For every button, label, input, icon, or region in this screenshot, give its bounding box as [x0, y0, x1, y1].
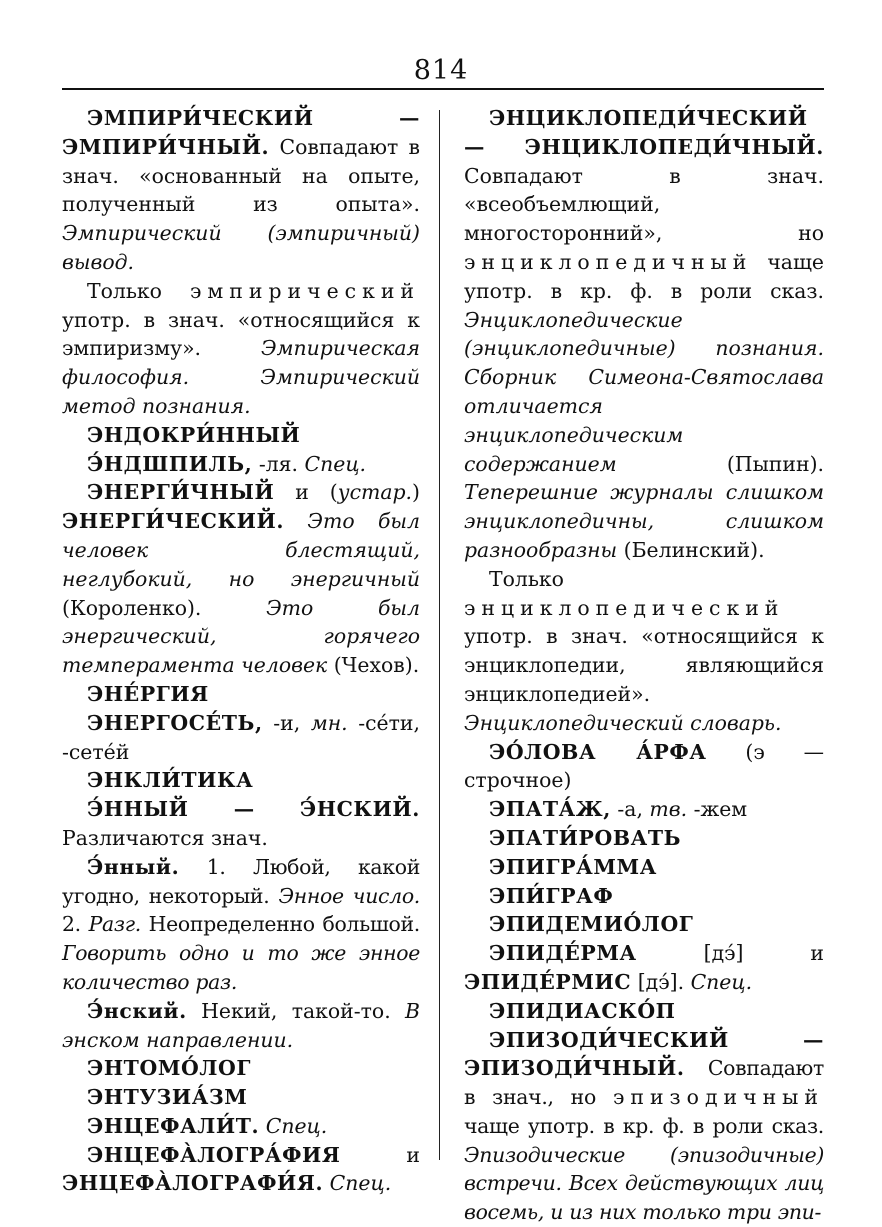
entry-entsiklopedicheskiy-usage: [464, 565, 824, 738]
entry-entsiklopedicheskiy: [464, 104, 824, 565]
headword: ЭНЦИКЛОПЕДИ́ЧЕСКИЙ — ЭНЦИКЛОПЕДИ́ЧНЫЙ.: [464, 106, 824, 159]
entry-empiricheskiy-usage: [62, 277, 420, 421]
definition-text: 2.: [62, 912, 89, 936]
entry-energoset: [62, 709, 420, 767]
headword: ЭНЕРГОСЕ́ТЬ,: [87, 711, 263, 735]
grammar-text: -жем: [687, 797, 747, 821]
headword: ЭНЕРГИ́ЧЕСКИЙ.: [62, 509, 284, 533]
label-text: Спец.: [691, 970, 753, 994]
entry-endokrinnyy: [62, 421, 420, 450]
headword: ЭПИЗОДИ́ЧЕСКИЙ — ЭПИЗОДИ́ЧНЫЙ.: [464, 1028, 824, 1081]
grammar-text: -и,: [263, 711, 311, 735]
entry-enskiy: [62, 997, 420, 1055]
label-text: Спец.: [323, 1171, 391, 1195]
entry-energichnyy: [62, 478, 420, 680]
definition-text: и (: [274, 480, 337, 504]
entry-epizodicheskiy: [464, 1026, 824, 1227]
headword: ЭНКЛИ́ТИКА: [87, 768, 253, 792]
headword: ЭНЦЕФА̀ЛОГРА́ФИЯ: [87, 1143, 341, 1167]
definition-text: Только: [489, 567, 564, 591]
grammar-text: -а,: [611, 797, 650, 821]
headword: ЭПИДЕ́РМА: [489, 941, 637, 965]
definition-text: 1. Любой, какой угодно, некоторый.: [62, 855, 420, 908]
spaced-word: эмпирический: [190, 279, 420, 303]
headword: ЭНТОМО́ЛОГ: [87, 1056, 251, 1080]
definition-text: Совпадают в знач., но: [464, 1056, 824, 1109]
entry-ennyy-enskiy: [62, 795, 420, 853]
entry-empiricheskiy: [62, 104, 420, 277]
entry-epidiaskop: [464, 997, 824, 1026]
example-text: Энциклопедический словарь.: [464, 711, 782, 735]
right-column: [464, 104, 824, 1227]
headword: ЭМПИРИ́ЧЕСКИЙ — ЭМПИРИ́ЧНЫЙ.: [62, 106, 420, 159]
headword: ЭПИДИАСКО́П: [489, 999, 676, 1023]
entry-epatazh: [464, 795, 824, 824]
definition-text: [дэ́] и: [637, 941, 824, 965]
example-text: Эмпирический (эмпиричный) вывод.: [62, 221, 420, 274]
headword: ЭНДОКРИ́ННЫЙ: [87, 423, 300, 447]
definition-text: [дэ́].: [631, 970, 690, 994]
example-text: Эмпирическая философия. Эмпирический метод познания.: [62, 336, 420, 418]
entry-epatirovat: [464, 824, 824, 853]
headword: ЭПАТА́Ж,: [489, 797, 611, 821]
entry-epigraf: [464, 882, 824, 911]
definition-text: (э — строчное): [464, 740, 824, 793]
definition-text: Неопределенно большой.: [141, 912, 420, 936]
entry-entomolog: [62, 1054, 420, 1083]
page-number: 814: [0, 55, 882, 86]
headword: ЭПИ́ГРАФ: [489, 884, 613, 908]
definition-text: Только: [87, 279, 190, 303]
entry-eolova-arfa: [464, 738, 824, 796]
source-text: (Пыпин).: [617, 452, 824, 476]
entry-entsefalit: [62, 1112, 420, 1141]
grammar-text: -се́ти, -сете́й: [62, 711, 420, 764]
grammar-text: -ля.: [252, 452, 304, 476]
source-text: (Чехов).: [327, 653, 419, 677]
entry-epiderma: [464, 939, 824, 997]
headword: ЭНЦЕФА̀ЛОГРАФИ́Я.: [62, 1171, 323, 1195]
definition-text: ): [412, 480, 420, 504]
entry-epidemiolog: [464, 910, 824, 939]
label-text: устар.: [338, 480, 412, 504]
headword: ЭПИГРА́ММА: [489, 855, 657, 879]
entry-entsefalografiya: [62, 1141, 420, 1199]
label-text: мн.: [311, 711, 348, 735]
header-rule: [62, 88, 824, 90]
definition-text: и: [341, 1143, 421, 1167]
headword: Э́нный.: [87, 855, 179, 879]
label-text: тв.: [649, 797, 687, 821]
example-text: Теперешние журналы слишком энциклопедичны, слишком разнообразны: [464, 480, 824, 562]
example-text: Это был человек блестящий, неглубокий, но энергичный: [62, 509, 420, 591]
headword: Э́НДШПИЛЬ,: [87, 452, 252, 476]
example-text: В энском направлении.: [62, 999, 420, 1052]
label-text: Разг.: [89, 912, 141, 936]
spaced-word: эпизодичный: [613, 1085, 824, 1109]
headword: ЭНТУЗИА́ЗМ: [87, 1085, 247, 1109]
spaced-word: энциклопедический: [464, 596, 784, 620]
definition-text: чаще употр. в кр. ф. в роли сказ.: [464, 250, 824, 303]
example-text: Это был энергический, горячего темперамента человек: [62, 596, 420, 678]
headword: ЭПИДЕМИО́ЛОГ: [489, 912, 693, 936]
source-text: (Короленко).: [62, 596, 266, 620]
definition-text: Совпадают в знач. «всеобъемлющий, многосторонний», но: [464, 164, 824, 246]
example-text: Энное число.: [278, 884, 420, 908]
definition-text: употр. в знач. «относящийся к эмпиризму».: [62, 308, 420, 361]
definition-text: Некий, такой-то.: [187, 999, 405, 1023]
headword: ЭНЕ́РГИЯ: [87, 682, 209, 706]
entry-energiya: [62, 680, 420, 709]
spaced-word: энциклопедичный: [464, 250, 752, 274]
left-column: [62, 104, 420, 1198]
example-text: Энциклопедические (энциклопедичные) познания. Сборник Симеона-Святослава отличается энциклопедическим содержанием: [464, 308, 824, 476]
headword: ЭНЦЕФАЛИ́Т.: [87, 1114, 259, 1138]
definition-text: Различаются знач.: [62, 826, 268, 850]
headword: ЭО́ЛОВА А́РФА: [489, 740, 707, 764]
headword: ЭНЕРГИ́ЧНЫЙ: [87, 480, 274, 504]
definition-text: чаще употр. в кр. ф. в роли сказ.: [464, 1114, 824, 1138]
headword: ЭПИДЕ́РМИС: [464, 970, 631, 994]
headword: ЭПАТИ́РОВАТЬ: [489, 826, 681, 850]
definition-text: употр. в знач. «относящийся к энциклопедии, являющийся энциклопедией».: [464, 624, 824, 706]
entry-ennyy: [62, 853, 420, 997]
headword: Э́нский.: [87, 999, 187, 1023]
label-text: Спец.: [259, 1114, 327, 1138]
definition-text: Совпадают в знач. «основанный на опыте, полученный из опыта».: [62, 135, 420, 217]
headword: Э́ННЫЙ — Э́НСКИЙ.: [87, 797, 420, 821]
entry-endshpil: [62, 450, 420, 479]
source-text: (Белинский).: [617, 538, 764, 562]
entry-enklitika: [62, 766, 420, 795]
entry-epigramma: [464, 853, 824, 882]
label-text: Спец.: [305, 452, 367, 476]
example-text: Говорить одно и то же энное количество раз.: [62, 941, 420, 994]
example-text: Эпизодические (эпизодичные) встречи. Всех действующих лиц восемь, и из них только три эпи-: [464, 1143, 824, 1225]
column-divider: [439, 110, 440, 1160]
entry-entuziazm: [62, 1083, 420, 1112]
